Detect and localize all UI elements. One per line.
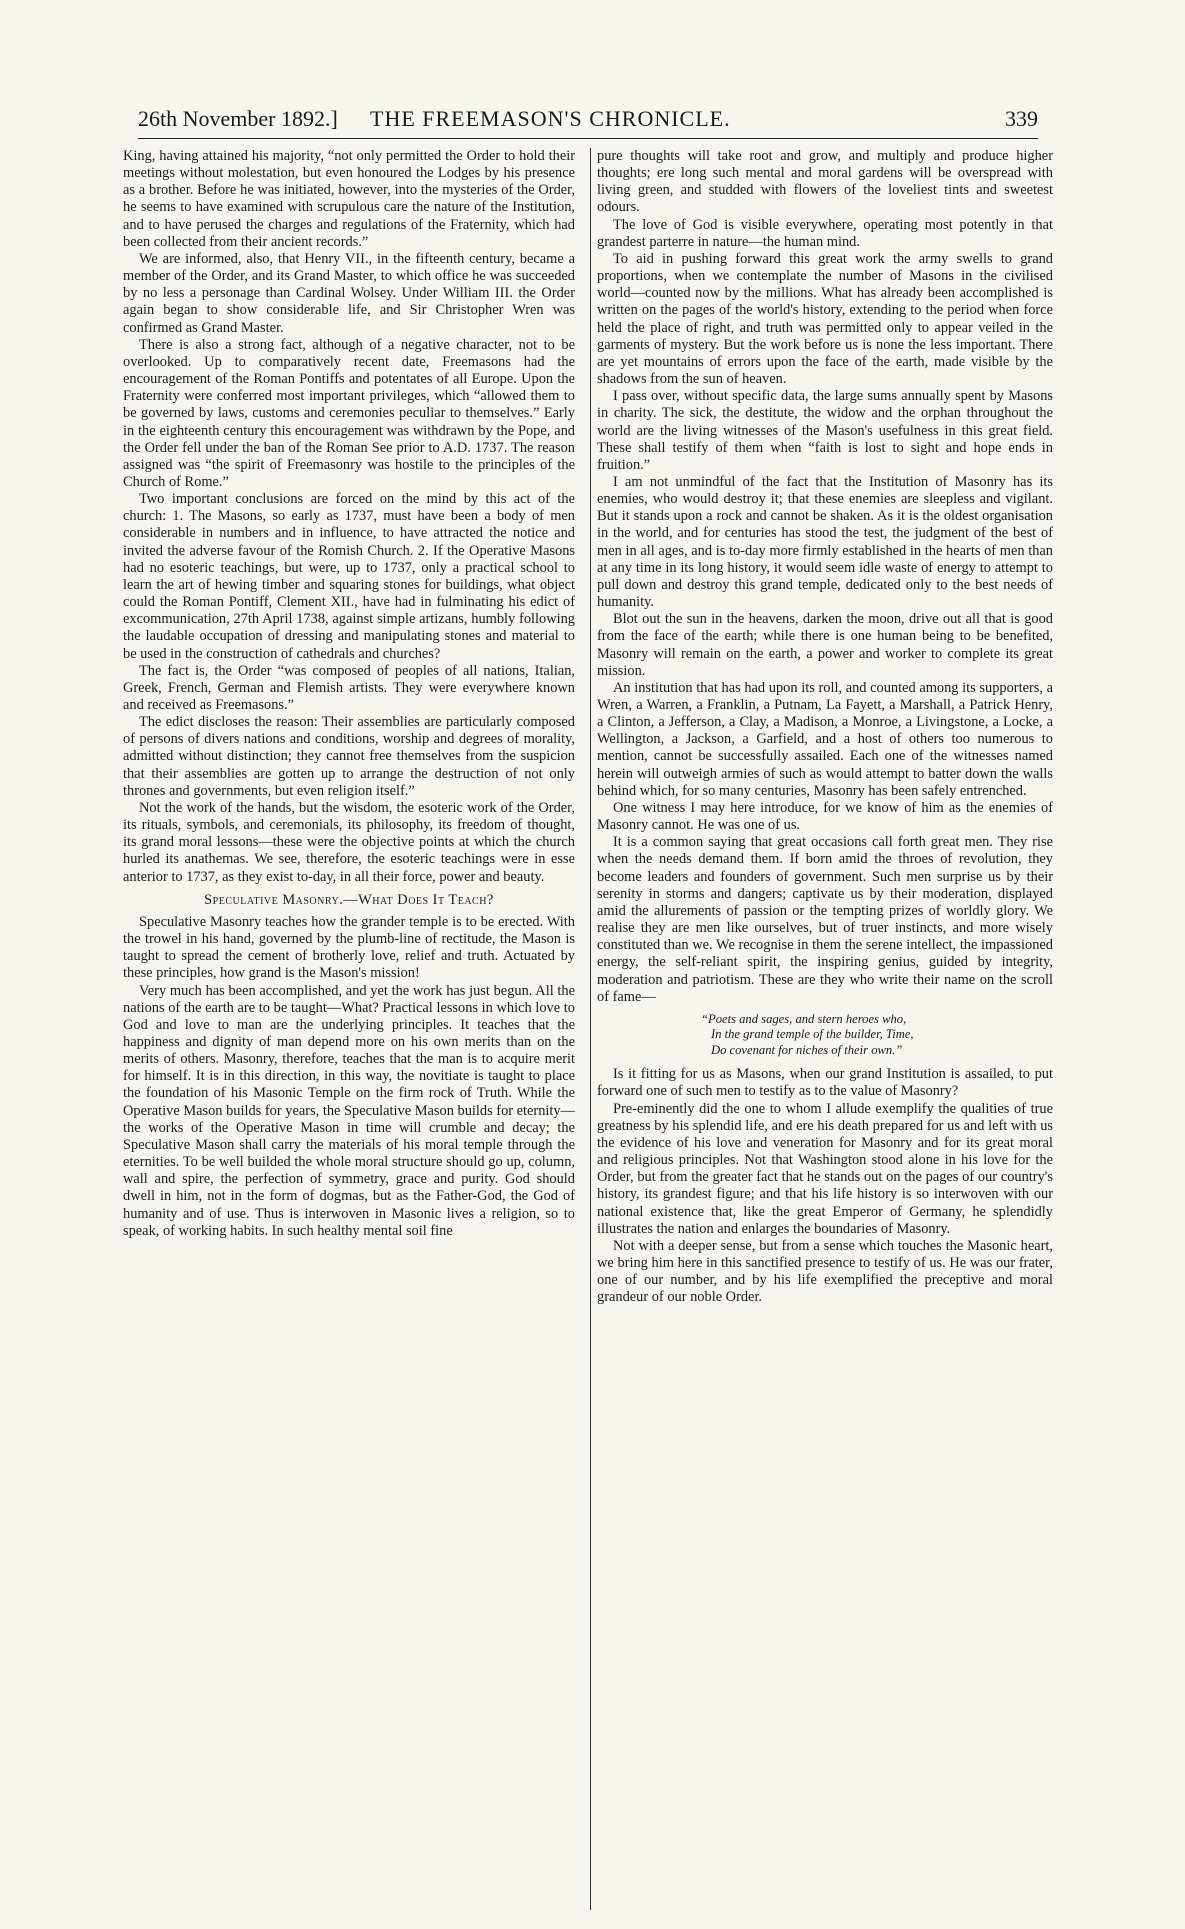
paragraph: I pass over, without specific data, the large sums annually spent by Masons in charity. The sick, the destitute, the widow and the orphan throughout the world are the living witnesses of the Mason's usefulness in this great field. These shall testify of them when “faith is lost to sight and hope ends in fruition.” (597, 388, 1053, 473)
paragraph: It is a common saying that great occasions call forth great men. They rise when the needs demand them. If born amid the throes of revolution, they become leaders and founders of government. Such men surprise us by their serenity in storms and dangers; captivate us by their moderation, displayed amid the allurements of passion or the tempting prizes of worldly glory. We realise they are men like ourselves, but of truer instincts, and more wisely constituted than we. We recognise in them the serene intellect, the impassioned energy, the self-reliant spirit, the inspiring genius, guided by integrity, moderation and patriotism. These are they who write their name on the scroll of fame— (597, 834, 1053, 1005)
paragraph: Pre-eminently did the one to whom I allude exemplify the qualities of true greatness by his splendid life, and ere his death prepared for us and left with us the evidence of his love and veneration for Masonry and for its great moral and religious principles. Not that Washington stood alone in his love for the Order, but from the greater fact that he stands out on the pages of our country's history, its grandest figure; and that his life history is so interwoven with our national existence that, like the great Emperor of Germany, he splendidly illustrates the nation and enlarges the boundaries of Masonry. (597, 1100, 1053, 1237)
paragraph: An institution that has had upon its roll, and counted among its supporters, a Wren, a Warren, a Franklin, a Putnam, La Fayett, a Marshall, a Patrick Henry, a Clinton, a Jefferson, a Clay, a Madison, a Monroe, a Livingstone, a Locke, a Wellington, a Jackson, a Garfield, and a host of others too numerous to mention, cannot be successfully assailed. Each one of the witnesses named herein will outweigh armies of such as would attempt to batter down the walls behind which, for so many centuries, Masonry has been safely entrenched. (597, 679, 1053, 799)
paragraph: Not the work of the hands, but the wisdom, the esoteric work of the Order, its rituals, symbols, and ceremonials, its philosophy, its freedom of thought, its grand moral lessons—these were the objective points at which the church hurled its anathemas. We see, therefore, the esoteric teachings were in esse anterior to 1737, as they exist to-day, in all their force, power and beauty. (123, 799, 575, 885)
paragraph: I am not unmindful of the fact that the Institution of Masonry has its enemies, who would destroy it; that these enemies are sleepless and vigilant. But it stands upon a rock and cannot be shaken. As it is the oldest organisation in the world, and for centuries has stood the test, the judgment of the best of men in all ages, and is to-day more firmly established in the hearts of men than at any time in its long history, it would seem idle waste of energy to attempt to pull down and destroy this grand temple, dedicated only to the best needs of humanity. (597, 473, 1053, 611)
header-title: THE FREEMASON'S CHRONICLE. (370, 106, 731, 131)
header-date: 26th November 1892.] (138, 106, 338, 131)
paragraph: Blot out the sun in the heavens, darken the moon, drive out all that is good from the face of the earth; while there is one human being to be benefited, Masonry will remain on the earth, a power and worker to complete its great mission. (597, 611, 1053, 679)
paragraph: The fact is, the Order “was composed of peoples of all nations, Italian, Greek, French, German and Flemish artists. They were everywhere known and received as Freemasons.” (123, 662, 575, 713)
paragraph: The love of God is visible everywhere, operating most potently in that grandest parterre in nature—the human mind. (597, 216, 1053, 250)
poem-line: Do covenant for niches of their own.” (711, 1042, 903, 1057)
section-subheading: Speculative Masonry.—What Does It Teach? (204, 891, 494, 908)
paragraph: There is also a strong fact, although of a negative character, not to be overlooked. Up to comparatively recent date, Freemasons had the encouragement of the Roman Pontiffs and potentates of all Europe. Upon the Fraternity were conferred most important privileges, which “allowed them to be governed by laws, customs and ceremonies peculiar to themselves.” Early in the eighteenth century this encouragement was withdrawn by the Pope, and the Order fell under the ban of the Roman See prior to A.D. 1737. The reason assigned was “the spirit of Freemasonry was hostile to the principles of the Church of Rome.” (123, 336, 575, 490)
paragraph: Is it fitting for us as Masons, when our grand Institution is assailed, to put forward one of such men to testify as to the value of Masonry? (597, 1066, 1053, 1100)
paragraph: Speculative Masonry teaches how the grander temple is to be erected. With the trowel in his hand, governed by the plumb-line of rectitude, the Mason is taught to spread the cement of brotherly love, relief and truth. Actuated by these principles, how grand is the Mason's mission! (123, 913, 575, 982)
paragraph: To aid in pushing forward this great work the army swells to grand proportions, when we contemplate the number of Masons in the civilised world—counted now by the millions. What has already been accomplished is written on the pages of the world's history, extending to the period when force held the place of right, and truth was permitted only to appear veiled in the garments of mystery. But the work before us is none the less important. There are yet mountains of errors upon the face of the earth, made visible by the shadows from the sun of heaven. (597, 250, 1053, 388)
paragraph: pure thoughts will take root and grow, and multiply and produce higher thoughts; ere long such mental and moral gardens will be overspread with living green, and studded with flowers of the loveliest tints and sweetest odours. (597, 148, 1053, 216)
left-column (123, 148, 575, 1910)
poem-quote (701, 1012, 1053, 1059)
paragraph: We are informed, also, that Henry VII., in the fifteenth century, became a member of the Order, and its Grand Master, to which office he was succeeded by no less a personage than Cardinal Wolsey. Under William III. the Order again began to show considerable life, and Sir Christopher Wren was confirmed as Grand Master. (123, 250, 575, 336)
paragraph: Very much has been accomplished, and yet the work has just begun. All the nations of the earth are to be taught—What? Practical lessons in which love to God and love to man are the underlying principles. It teaches that the happiness and dignity of man depend more on his own merits than on the merits of others. Masonry, therefore, teaches that the man is to acquire merit for himself. It is in this direction, in this way, the novitiate is taught to place the foundation of his Masonic Temple on the firm rock of Truth. While the Operative Mason builds for years, the Speculative Mason builds for eternity—the works of the Operative Mason in time will crumble and decay; the Speculative Mason shall carry the materials of his moral temple through the eternities. To be well builded the whole moral structure should go up, column, wall and spire, the perfection of symmetry, grace and purity. God should dwell in him, not in the form of dogmas, but as the Father-God, the God of humanity and of use. Thus is interwoven in Masonic lives a religion, so to speak, of working habits. In such healthy mental soil fine (123, 982, 575, 1239)
page-header (138, 104, 1038, 139)
paragraph: One witness I may here introduce, for we know of him as the enemies of Masonry cannot. He was one of us. (597, 799, 1053, 834)
paragraph: King, having attained his majority, “not only permitted the Order to hold their meetings without molestation, but even honoured the Lodges by his presence as a brother. Before he was initiated, however, into the mysteries of the Order, he seems to have examined with scrupulous care the nature of the Institution, and to have perused the charges and regulations of the Fraternity, which had been collected from their ancient records.” (123, 148, 575, 250)
right-column (590, 148, 1053, 1910)
page-number: 339 (1005, 106, 1038, 131)
paragraph: Two important conclusions are forced on the mind by this act of the church: 1. The Masons, so early as 1737, must have been a body of men considerable in numbers and in influence, to have attracted the notice and invited the adverse favour of the Romish Church. 2. If the Operative Masons had no esoteric teachings, but were, up to 1737, only a practical school to learn the art of hewing timber and squaring stones for buildings, what object could the Roman Pontiff, Clement XII., have had in fulminating his edict of excommunication, 27th April 1738, against simple artizans, humbly following the laudable occupation of dressing and manipulating stones and material to be used in the construction of cathedrals and churches? (123, 491, 575, 662)
paragraph: Not with a deeper sense, but from a sense which touches the Masonic heart, we bring him here in this sanctified presence to testify of us. He was our frater, one of our number, and by his life exemplified the preceptive and moral grandeur of our noble Order. (597, 1237, 1053, 1306)
poem-line: “Poets and sages, and stern heroes who, (701, 1011, 907, 1026)
poem-line: In the grand temple of the builder, Time, (711, 1027, 914, 1042)
paragraph: The edict discloses the reason: Their assemblies are particularly composed of persons of divers nations and conditions, worship and degrees of morality, admitted without distinction; they cannot free themselves from the suspicion that their assemblies are gotten up to arrange the destruction of not only thrones and governments, but even religion itself.” (123, 714, 575, 799)
